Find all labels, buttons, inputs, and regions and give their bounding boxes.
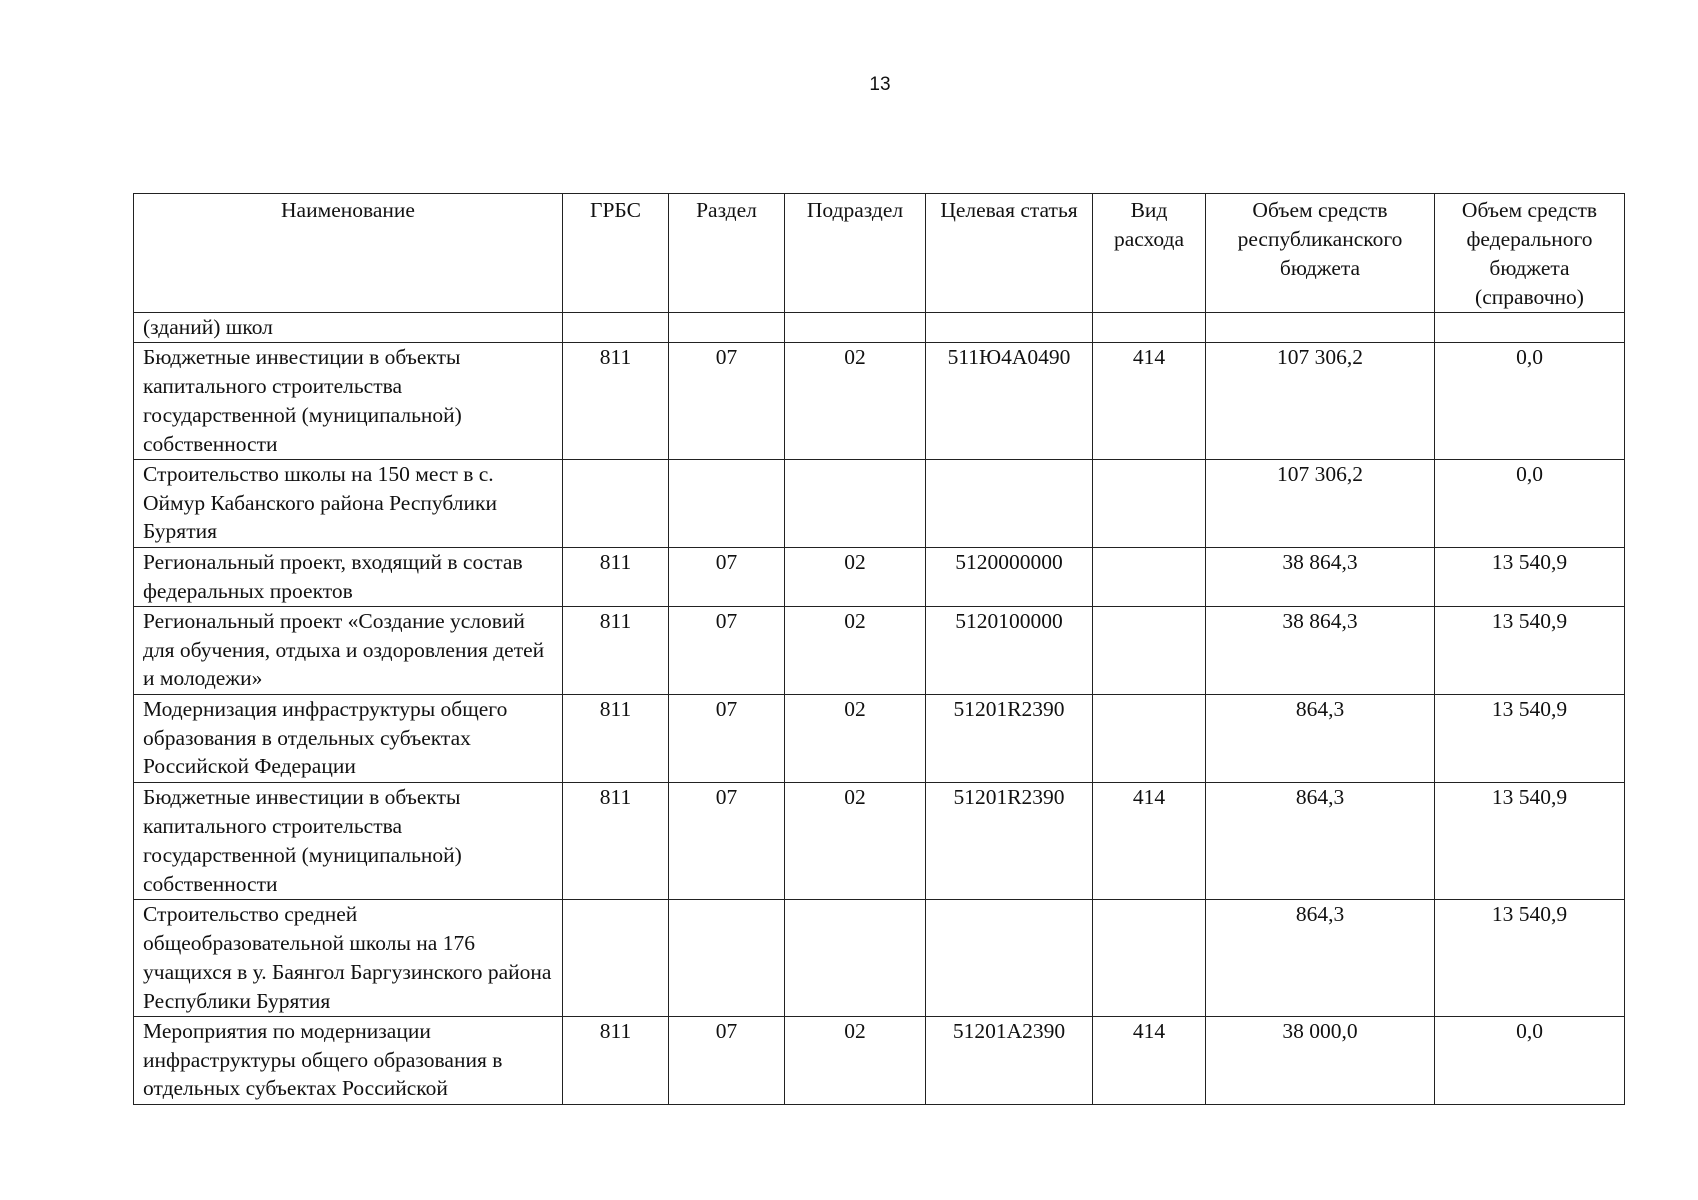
table-row <box>134 548 1625 607</box>
cell-name: Модернизация инфраструктуры общего образования в отдельных субъектах Российской Федерации <box>134 695 563 783</box>
cell-grbs: 811 <box>563 343 669 460</box>
header-razdel: Раздел <box>669 194 785 313</box>
cell-expense-type: 414 <box>1093 783 1206 900</box>
cell-target-article: 5120000000 <box>926 548 1093 607</box>
cell-podrazdel: 02 <box>785 783 926 900</box>
cell-grbs: 811 <box>563 695 669 783</box>
cell-federal-budget: 0,0 <box>1435 1017 1625 1105</box>
cell-name: Региональный проект, входящий в состав федеральных проектов <box>134 548 563 607</box>
cell-grbs: 811 <box>563 548 669 607</box>
header-name: Наименование <box>134 194 563 313</box>
cell-razdel <box>669 313 785 343</box>
cell-republican-budget <box>1206 313 1435 343</box>
cell-target-article: 511Ю4А0490 <box>926 343 1093 460</box>
cell-federal-budget: 0,0 <box>1435 460 1625 548</box>
cell-republican-budget: 38 864,3 <box>1206 607 1435 695</box>
cell-federal-budget: 13 540,9 <box>1435 900 1625 1017</box>
cell-target-article: 51201R2390 <box>926 783 1093 900</box>
cell-expense-type <box>1093 313 1206 343</box>
cell-republican-budget: 107 306,2 <box>1206 460 1435 548</box>
cell-expense-type <box>1093 607 1206 695</box>
cell-razdel: 07 <box>669 1017 785 1105</box>
cell-republican-budget: 38 000,0 <box>1206 1017 1435 1105</box>
cell-razdel: 07 <box>669 783 785 900</box>
table-row <box>134 313 1625 343</box>
cell-federal-budget: 13 540,9 <box>1435 548 1625 607</box>
header-podrazdel: Подраздел <box>785 194 926 313</box>
cell-republican-budget: 864,3 <box>1206 695 1435 783</box>
budget-table <box>133 193 1625 1105</box>
table-row <box>134 460 1625 548</box>
cell-name: Строительство школы на 150 мест в с. Оймур Кабанского района Республики Бурятия <box>134 460 563 548</box>
table-row <box>134 900 1625 1017</box>
cell-expense-type <box>1093 900 1206 1017</box>
cell-podrazdel: 02 <box>785 607 926 695</box>
cell-expense-type <box>1093 548 1206 607</box>
cell-target-article <box>926 900 1093 1017</box>
header-target-article: Целевая статья <box>926 194 1093 313</box>
cell-podrazdel <box>785 313 926 343</box>
table-row <box>134 783 1625 900</box>
cell-podrazdel: 02 <box>785 343 926 460</box>
table-header-row <box>134 194 1625 313</box>
cell-grbs: 811 <box>563 1017 669 1105</box>
cell-federal-budget: 13 540,9 <box>1435 783 1625 900</box>
page-number: 13 <box>869 74 891 95</box>
cell-podrazdel <box>785 460 926 548</box>
cell-expense-type: 414 <box>1093 1017 1206 1105</box>
cell-grbs <box>563 460 669 548</box>
cell-razdel <box>669 900 785 1017</box>
cell-target-article: 51201А2390 <box>926 1017 1093 1105</box>
cell-name: Бюджетные инвестиции в объекты капитального строительства государственной (муниципальной) собственности <box>134 343 563 460</box>
cell-name: Мероприятия по модернизации инфраструктуры общего образования в отдельных субъектах Российской <box>134 1017 563 1105</box>
cell-republican-budget: 864,3 <box>1206 783 1435 900</box>
cell-republican-budget: 107 306,2 <box>1206 343 1435 460</box>
cell-target-article: 51201R2390 <box>926 695 1093 783</box>
cell-target-article: 5120100000 <box>926 607 1093 695</box>
cell-name: Строительство средней общеобразовательной школы на 176 учащихся в у. Баянгол Баргузинского района Республики Бурятия <box>134 900 563 1017</box>
cell-razdel: 07 <box>669 607 785 695</box>
cell-podrazdel <box>785 900 926 1017</box>
cell-name: Бюджетные инвестиции в объекты капитального строительства государственной (муниципальной) собственности <box>134 783 563 900</box>
cell-name: Региональный проект «Создание условий для обучения, отдыха и оздоровления детей и молодежи» <box>134 607 563 695</box>
cell-razdel: 07 <box>669 343 785 460</box>
cell-grbs: 811 <box>563 783 669 900</box>
cell-podrazdel: 02 <box>785 695 926 783</box>
header-federal-budget: Объем средств федерального бюджета (справочно) <box>1435 194 1625 313</box>
cell-expense-type <box>1093 460 1206 548</box>
cell-federal-budget: 13 540,9 <box>1435 695 1625 783</box>
cell-podrazdel: 02 <box>785 548 926 607</box>
table-row <box>134 343 1625 460</box>
header-grbs: ГРБС <box>563 194 669 313</box>
cell-razdel <box>669 460 785 548</box>
cell-republican-budget: 864,3 <box>1206 900 1435 1017</box>
header-republican-budget: Объем средств республиканского бюджета <box>1206 194 1435 313</box>
cell-razdel: 07 <box>669 548 785 607</box>
cell-grbs: 811 <box>563 607 669 695</box>
cell-grbs <box>563 313 669 343</box>
cell-expense-type <box>1093 695 1206 783</box>
table-row <box>134 1017 1625 1105</box>
cell-target-article <box>926 313 1093 343</box>
cell-target-article <box>926 460 1093 548</box>
table-row <box>134 607 1625 695</box>
table-row <box>134 695 1625 783</box>
cell-expense-type: 414 <box>1093 343 1206 460</box>
cell-name: (зданий) школ <box>134 313 563 343</box>
cell-podrazdel: 02 <box>785 1017 926 1105</box>
header-expense-type: Вид расхода <box>1093 194 1206 313</box>
cell-grbs <box>563 900 669 1017</box>
cell-federal-budget: 13 540,9 <box>1435 607 1625 695</box>
cell-republican-budget: 38 864,3 <box>1206 548 1435 607</box>
cell-federal-budget <box>1435 313 1625 343</box>
cell-razdel: 07 <box>669 695 785 783</box>
cell-federal-budget: 0,0 <box>1435 343 1625 460</box>
